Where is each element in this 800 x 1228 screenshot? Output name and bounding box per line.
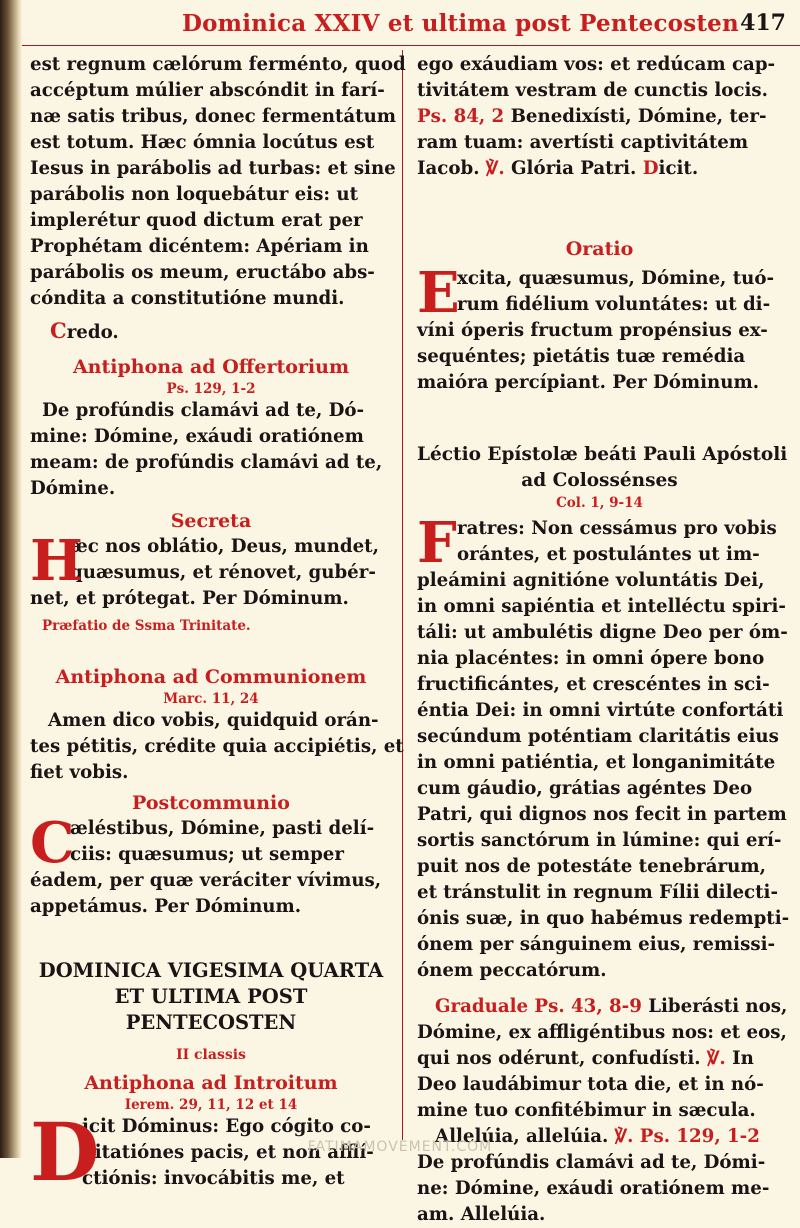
text-line: in omni sapiéntia et intelléctu spiri- xyxy=(417,596,786,617)
versicle-symbol: ℣. xyxy=(706,1048,726,1069)
text-line: ego exáudiam vos: et redúcam cap- xyxy=(417,54,776,75)
versicle-symbol: ℣. xyxy=(485,158,505,179)
page-header xyxy=(22,0,800,46)
communion-title: Antiphona ad Communionem xyxy=(55,666,367,688)
text-line: secúndum poténtiam claritátis eius xyxy=(417,726,779,747)
alleluia-ref: Ps. 129, 1-2 xyxy=(639,1126,760,1147)
credo-rubric: Credo. xyxy=(50,318,119,343)
class-label: II classis xyxy=(176,1047,246,1063)
text-line: æc nos oblátio, Deus, mundet, xyxy=(70,536,379,557)
text-line: Iacob. ℣. Glória Patri. Dicit. xyxy=(417,158,699,179)
text-line: Amen dico vobis, quidquid orán- xyxy=(48,710,379,731)
epistle-section xyxy=(417,442,790,984)
text-line: fructificántes, et crescéntes in sci- xyxy=(417,674,770,695)
text-line: ne: Dómine, exáudi oratiónem me- xyxy=(417,1178,770,1199)
text-line: æléstibus, Dómine, pasti delí- xyxy=(70,818,375,839)
text-line: fiet vobis. xyxy=(30,762,129,783)
text-line: meam: de profúndis clamávi ad te, xyxy=(30,452,383,473)
text-line: appetámus. Per Dóminum. xyxy=(30,896,302,917)
gradual-label: Graduale Ps. 43, 8-9 xyxy=(435,996,642,1017)
text-line: víni óperis fructum propénsius ex- xyxy=(417,320,768,341)
book-spine-shadow xyxy=(0,0,22,1158)
text-line: De profúndis clamávi ad te, Dómi- xyxy=(417,1152,766,1173)
sunday-title-line: PENTECOSTEN xyxy=(125,1011,297,1034)
drop-cap: C xyxy=(30,810,75,876)
sunday-title-line: ET ULTIMA POST xyxy=(114,985,308,1008)
text-line: mine: Dómine, exáudi oratiónem xyxy=(30,426,364,447)
epistle-ref: Col. 1, 9-14 xyxy=(556,495,643,511)
text-line: xcita, quæsumus, Dómine, tuó- xyxy=(457,268,775,289)
text-line: pleámini agnitióne voluntátis Dei, xyxy=(417,570,765,591)
introit-continuation xyxy=(417,52,782,182)
offertory-section xyxy=(30,354,392,502)
text-line: éadem, per quæ veráciter vívimus, xyxy=(30,870,382,891)
text-line: nia placéntes: in omni ópere bono xyxy=(417,648,765,669)
text-line: sortis sanctórum in lúmine: qui erí- xyxy=(417,830,782,851)
text-line: Deo laudábimur tota die, et in nó- xyxy=(417,1074,764,1095)
offertory-ref: Ps. 129, 1-2 xyxy=(166,381,256,397)
postcommunion-text xyxy=(30,810,392,920)
text-line: De profúndis clamávi ad te, Dó- xyxy=(42,400,365,421)
introit-section xyxy=(30,1070,392,1199)
text-line: net, et prótegat. Per Dóminum. xyxy=(30,588,349,609)
drop-cap: E xyxy=(417,260,460,326)
postcommunion-section xyxy=(30,790,392,920)
text-line: tes pétitis, crédite quia accipiétis, et xyxy=(30,736,404,757)
text-line: mine tuo confitébimur in sæcula. xyxy=(417,1100,756,1121)
text-line: Dómine. xyxy=(30,478,116,499)
text-line: am. Allelúia. xyxy=(417,1204,546,1225)
psalm-ref: Ps. 84, 2 xyxy=(417,106,505,127)
secreta-text xyxy=(30,528,392,612)
credo-initial: C xyxy=(50,318,67,343)
secreta-section xyxy=(30,508,392,636)
preface-note: Præfatio de Ssma Trinitate. xyxy=(42,618,251,634)
text-line: cum gáudio, grátias agéntes Deo xyxy=(417,778,753,799)
text-line: ónem peccatórum. xyxy=(417,960,607,981)
text-line: cóndita a constitutióne mundi. xyxy=(30,288,345,309)
communion-section xyxy=(30,664,404,786)
text-line: icit Dóminus: Ego cógito co- xyxy=(82,1116,371,1137)
epistle-text xyxy=(417,510,790,984)
text-line: gitatiónes pacis, et non afflí- xyxy=(82,1142,374,1163)
epistle-title: Léctio Epístolæ beáti Pauli Apóstoli xyxy=(417,444,788,465)
text-line: orántes, et postulántes ut im- xyxy=(457,544,760,565)
text-line: Graduale Ps. 43, 8-9 Liberásti nos, xyxy=(435,996,788,1017)
running-title: Dominica XXIV et ultima post Pentecosten xyxy=(182,10,739,37)
header-rule xyxy=(22,45,800,46)
versicle-symbol: ℣. xyxy=(614,1126,634,1147)
communion-ref: Marc. 11, 24 xyxy=(163,691,259,707)
epistle-title: ad Colossénses xyxy=(521,470,678,491)
text-line: accéptum múlier abscóndit in farí- xyxy=(30,80,385,101)
text-line: Ps. 84, 2 Benedixísti, Dómine, ter- xyxy=(417,106,767,127)
text-line: rum fidélium voluntátes: ut di- xyxy=(457,294,771,315)
text-line: implerétur quod dictum erat per xyxy=(30,210,363,231)
text-line: est regnum cælórum ferménto, quod xyxy=(30,54,406,75)
text-line: Prophétam dicéntem: Apériam in xyxy=(30,236,369,257)
gospel-ending xyxy=(30,52,406,312)
page-number: 417 xyxy=(740,10,786,36)
text-line: ónis suæ, in quo habémus redempti- xyxy=(417,908,790,929)
text-line: ciis: quæsumus; ut semper xyxy=(70,844,344,865)
text-line: maióra percípiant. Per Dóminum. xyxy=(417,372,760,393)
watermark: FATIMAMOVEMENT.COM xyxy=(307,1139,493,1155)
text-line: ctiónis: invocábitis me, et xyxy=(82,1168,345,1189)
text-line: éntia Dei: in omni virtúte confortáti xyxy=(417,700,784,721)
column-divider xyxy=(402,50,403,1140)
text-line: ónem per sánguinem eius, remissi- xyxy=(417,934,776,955)
sunday-title-line: DOMINICA VIGESIMA QUARTA xyxy=(38,959,384,982)
text-line: Dómine, ex affligéntibus nos: et eos, xyxy=(417,1022,787,1043)
text-line: quæsumus, et rénovet, gubér- xyxy=(70,562,376,583)
text-line: ratres: Non cessámus pro vobis xyxy=(457,518,777,539)
text-line: táli: ut ambulétis digne Deo per óm- xyxy=(417,622,788,643)
dicit-initial: D xyxy=(642,158,659,179)
text-line: in omni patiéntia, et longanimitáte xyxy=(417,752,776,773)
drop-cap: H xyxy=(30,528,83,594)
text-line: puit nos de potestáte tenebrárum, xyxy=(417,856,766,877)
right-column xyxy=(417,52,790,1228)
introit-ref: Ierem. 29, 11, 12 et 14 xyxy=(124,1097,298,1113)
text-line: parábolis os meum, eructábo abs- xyxy=(30,262,375,283)
text-line: Iesus in parábolis ad turbas: et sine xyxy=(30,158,396,179)
oratio-section xyxy=(417,236,782,396)
secreta-title: Secreta xyxy=(170,510,252,532)
postcommunion-title: Postcommunio xyxy=(132,792,290,814)
text-line: est totum. Hæc ómnia locútus est xyxy=(30,132,375,153)
introit-title: Antiphona ad Introitum xyxy=(84,1072,338,1094)
oratio-text xyxy=(417,260,782,396)
text-line: næ satis tribus, donec fermentátum xyxy=(30,106,397,127)
text-line: Allelúia, allelúia. ℣. Ps. 129, 1-2 xyxy=(435,1126,760,1147)
drop-cap: D xyxy=(30,1105,100,1199)
oratio-title: Oratio xyxy=(565,238,634,260)
sunday-heading xyxy=(30,958,392,1064)
text-line: qui nos odérunt, confudísti. ℣. In xyxy=(417,1048,754,1069)
text-line: Patri, qui dignos nos fecit in partem xyxy=(417,804,787,825)
text-line: sequéntes; pietátis tuæ remédia xyxy=(417,346,746,367)
text-line: parábolis non loquebátur eis: ut xyxy=(30,184,358,205)
gradual-section xyxy=(417,994,788,1124)
text-line: ram tuam: avertísti captivitátem xyxy=(417,132,749,153)
drop-cap: F xyxy=(417,510,457,576)
text-line: tivitátem vestram de cunctis locis. xyxy=(417,80,768,101)
offertory-title: Antiphona ad Offertorium xyxy=(72,356,350,378)
text-line: et tránstulit in regnum Fílii dilecti- xyxy=(417,882,778,903)
